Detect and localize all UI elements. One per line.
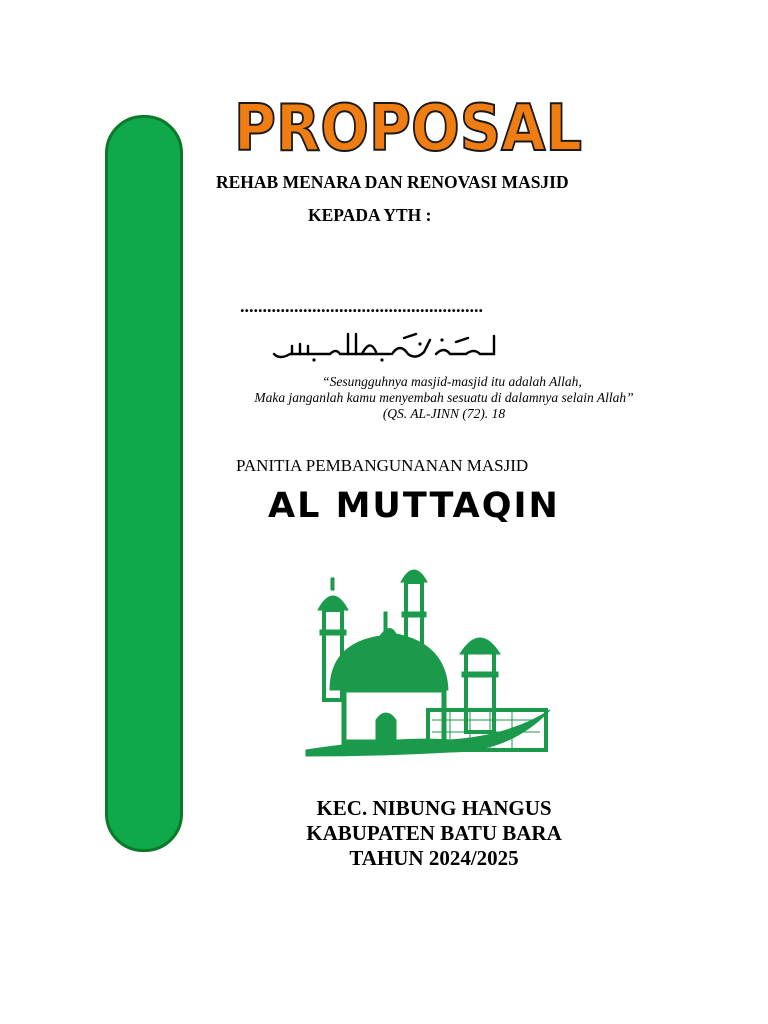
- committee-heading: PANITIA PEMBANGUNANAN MASJID: [236, 456, 529, 475]
- proposal-subtitle: REHAB MENARA DAN RENOVASI MASJID: [216, 172, 569, 192]
- recipient-label: KEPADA YTH :: [308, 205, 432, 225]
- footer-regency: KABUPATEN BATU BARA: [306, 821, 562, 845]
- recipient-blank-line: ......................................................: [240, 296, 483, 316]
- proposal-title-text: PROPOSAL: [234, 92, 582, 160]
- bismillah-calligraphy-icon: [270, 330, 500, 362]
- decorative-green-bar: [105, 115, 183, 852]
- footer-year: TAHUN 2024/2025: [349, 846, 519, 870]
- verse-line-2: Maka janganlah kamu menyembah sesuatu di dalamnya selain Allah”: [254, 390, 634, 405]
- verse-line-1: “Sesungguhnya masjid-masjid itu adalah Allah,: [322, 374, 582, 389]
- mosque-name: AL MUTTAQIN: [268, 486, 560, 526]
- verse-reference: (QS. AL-JINN (72). 18: [382, 406, 506, 421]
- mosque-logo-icon: [300, 560, 570, 760]
- proposal-title: [230, 88, 590, 160]
- footer-district: KEC. NIBUNG HANGUS: [316, 796, 552, 820]
